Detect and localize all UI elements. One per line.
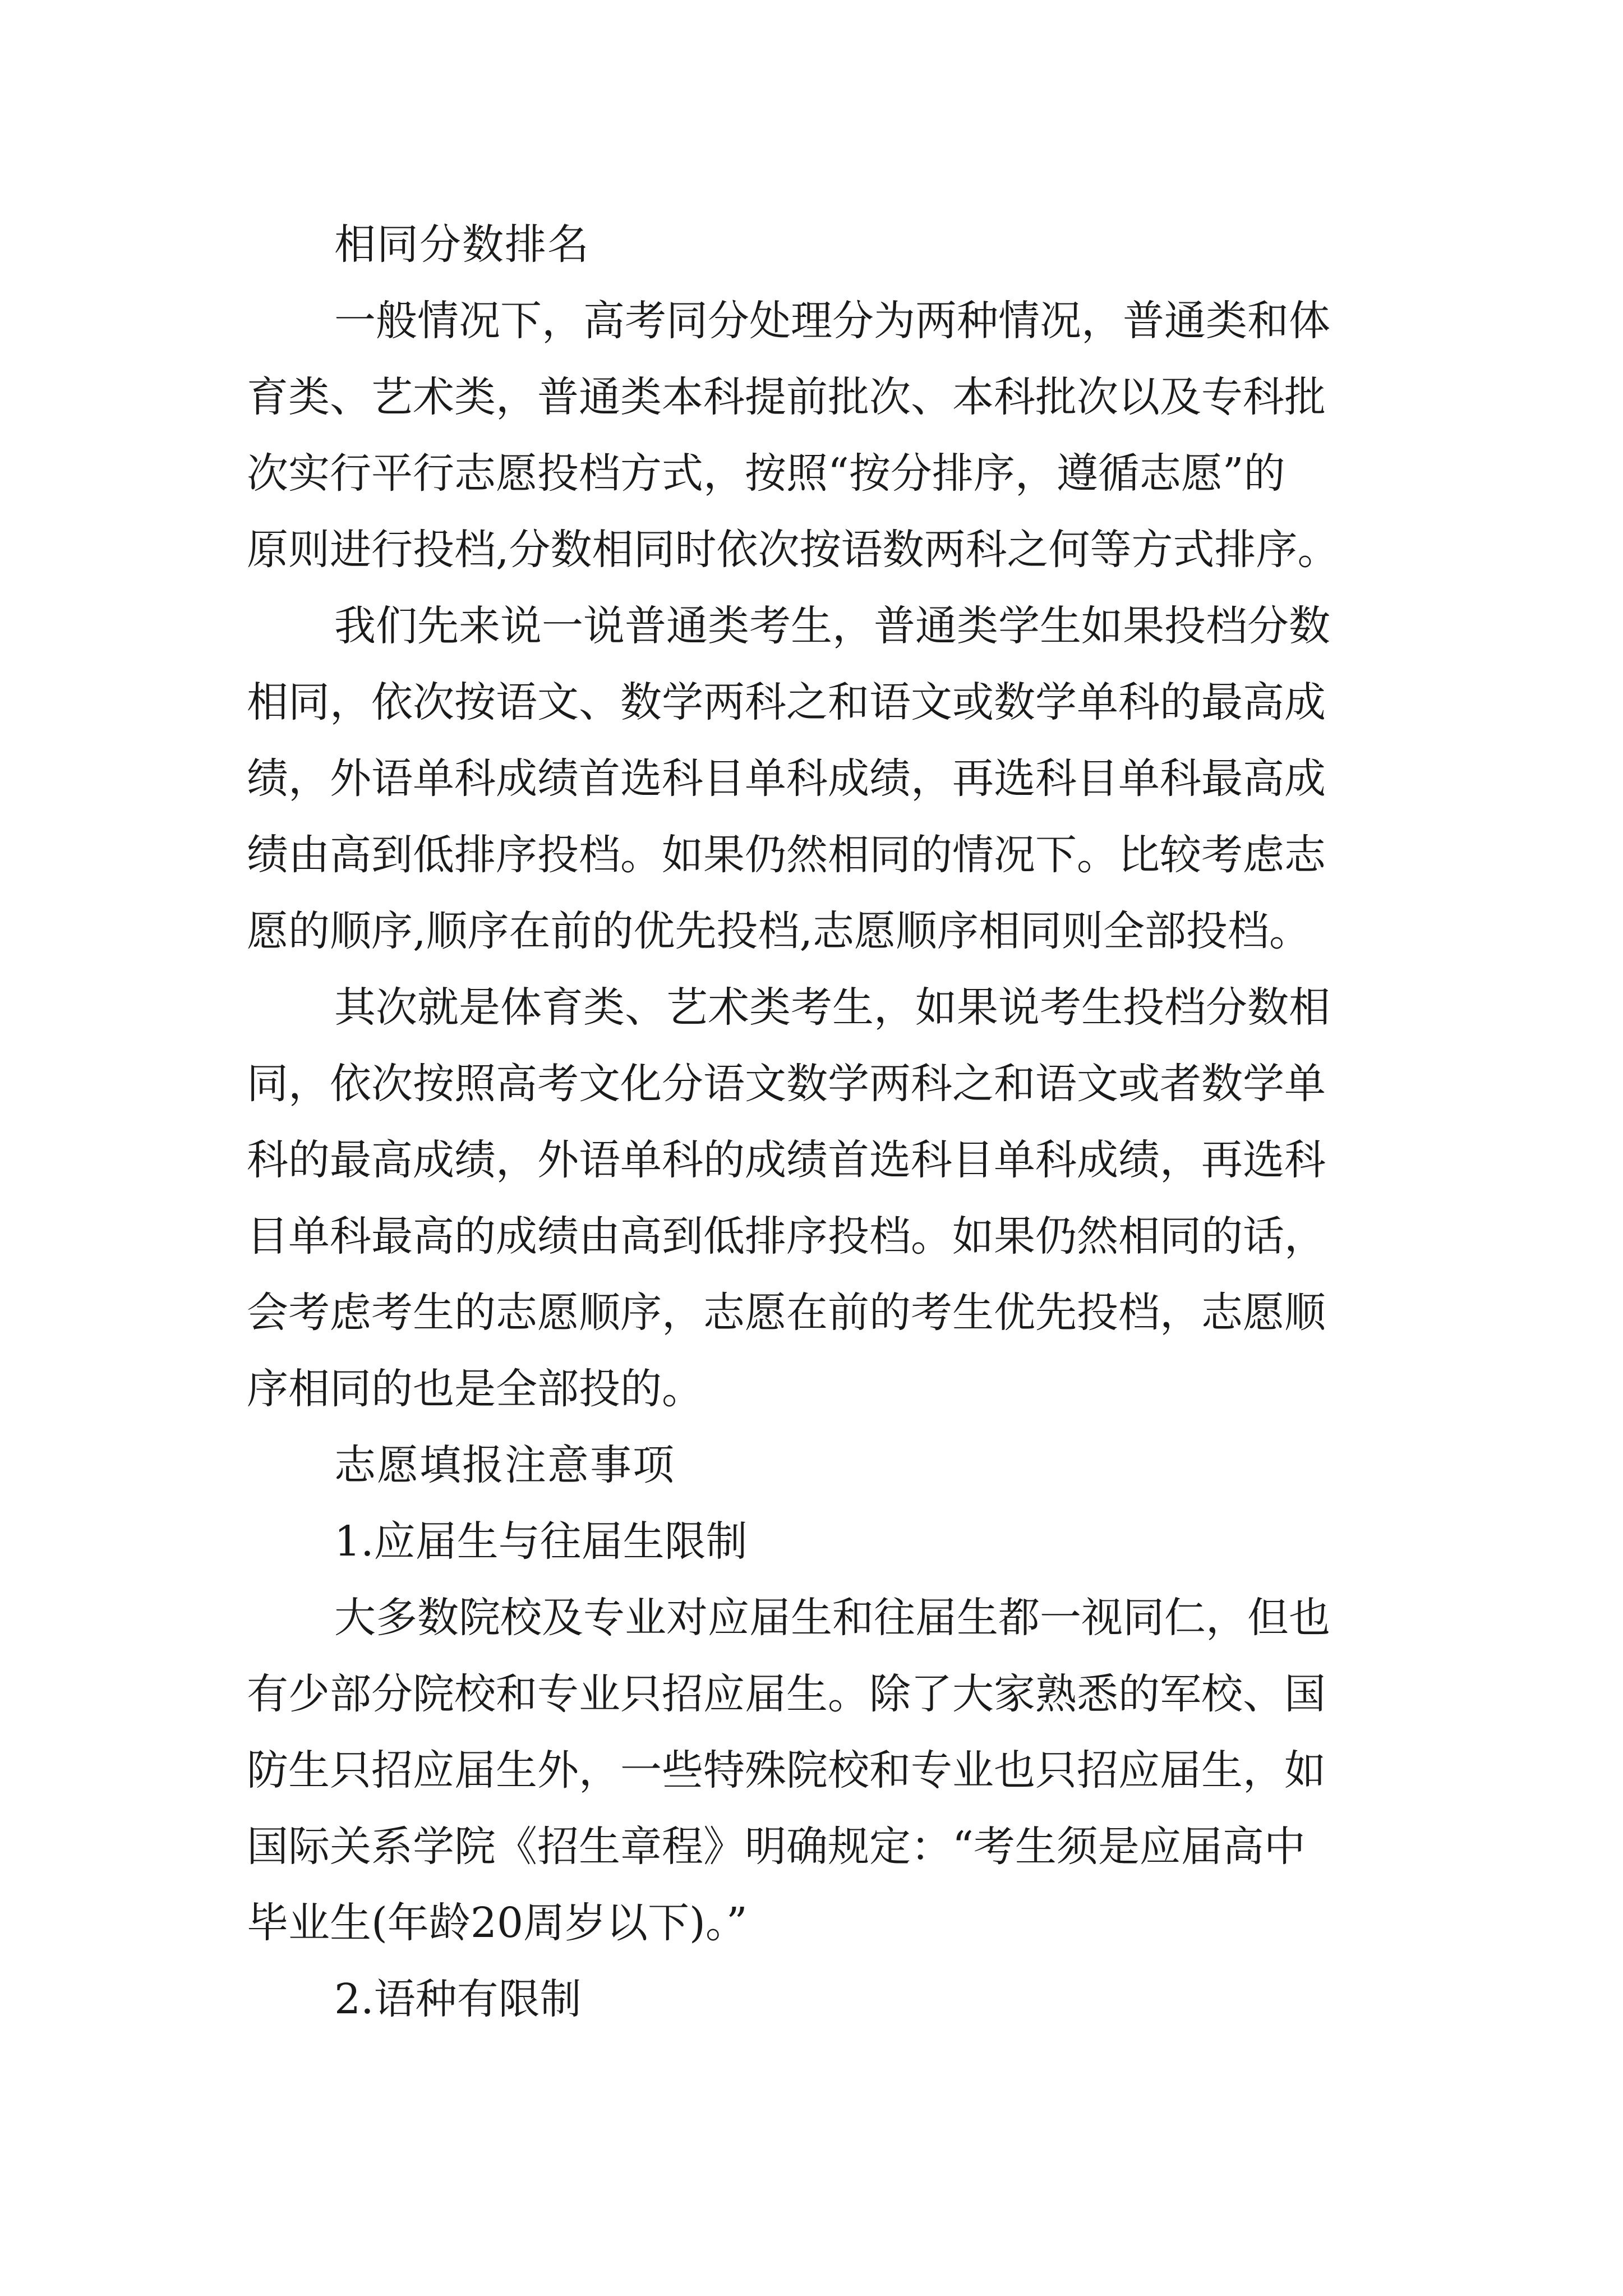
paragraph-line: 育类、艺术类，普通类本科提前批次、本科批次以及专科批 bbox=[247, 373, 1326, 421]
paragraph-line: 科的最高成绩，外语单科的成绩首选科目单科成绩，再选科 bbox=[247, 1136, 1326, 1184]
section-heading: 相同分数排名 bbox=[334, 220, 590, 269]
numbered-heading: 2.语种有限制 bbox=[334, 1975, 582, 2023]
paragraph-line: 会考虑考生的志愿顺序，志愿在前的考生优先投档，志愿顺 bbox=[247, 1289, 1326, 1337]
paragraph-line: 大多数院校及专业对应届生和往届生都一视同仁，但也 bbox=[334, 1594, 1330, 1642]
paragraph-line: 一般情况下，高考同分处理分为两种情况，普通类和体 bbox=[334, 297, 1330, 345]
paragraph-line: 防生只招应届生外，一些特殊院校和专业也只招应届生，如 bbox=[247, 1746, 1326, 1795]
paragraph-line: 其次就是体育类、艺术类考生，如果说考生投档分数相 bbox=[334, 983, 1330, 1032]
paragraph-line: 序相同的也是全部投的。 bbox=[247, 1365, 703, 1413]
paragraph-line: 毕业生(年龄20周岁以下)。” bbox=[247, 1899, 748, 1947]
paragraph-line: 国际关系学院《招生章程》明确规定：“考生须是应届高中 bbox=[247, 1823, 1306, 1871]
paragraph-line: 原则进行投档,分数相同时依次按语数两科之何等方式排序。 bbox=[247, 526, 1339, 574]
paragraph-line: 绩由高到低排序投档。如果仍然相同的情况下。比较考虑志 bbox=[247, 831, 1326, 879]
paragraph-line: 有少部分院校和专业只招应届生。除了大家熟悉的军校、国 bbox=[247, 1670, 1326, 1718]
document-page bbox=[247, 206, 1391, 2037]
paragraph-line: 目单科最高的成绩由高到低排序投档。如果仍然相同的话， bbox=[247, 1212, 1326, 1260]
paragraph-line: 绩，外语单科成绩首选科目单科成绩，再选科目单科最高成 bbox=[247, 754, 1326, 803]
paragraph-line: 同，依次按照高考文化分语文数学两科之和语文或者数学单 bbox=[247, 1060, 1326, 1108]
paragraph-line: 我们先来说一说普通类考生，普通类学生如果投档分数 bbox=[334, 602, 1330, 650]
section-heading: 志愿填报注意事项 bbox=[334, 1441, 675, 1489]
paragraph-line: 次实行平行志愿投档方式，按照“按分排序，遵循志愿”的 bbox=[247, 449, 1285, 498]
paragraph-line: 愿的顺序,顺序在前的优先投档,志愿顺序相同则全部投档。 bbox=[247, 907, 1311, 955]
paragraph-line: 相同，依次按语文、数学两科之和语文或数学单科的最高成 bbox=[247, 678, 1326, 726]
numbered-heading: 1.应届生与往届生限制 bbox=[334, 1517, 748, 1566]
